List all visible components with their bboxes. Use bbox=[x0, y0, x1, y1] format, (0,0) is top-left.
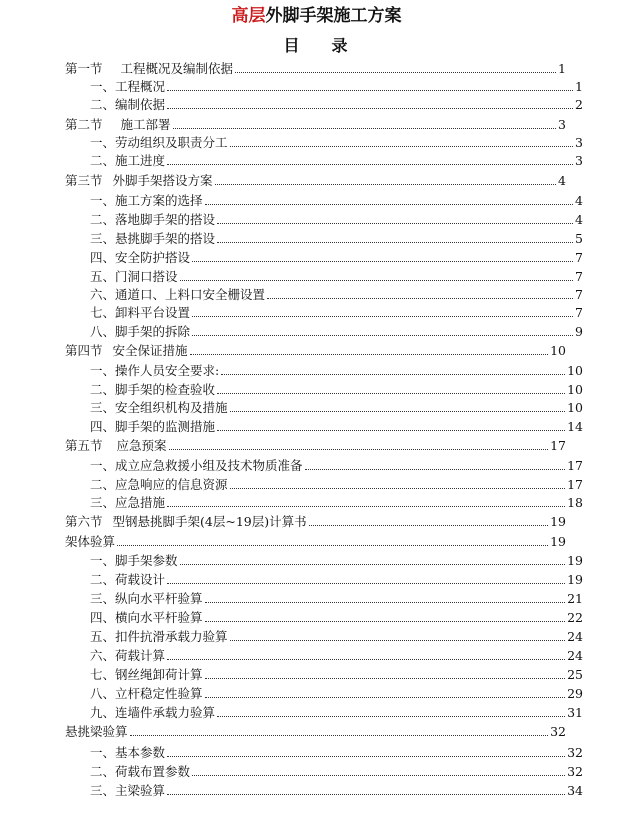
toc-page-number: 4 bbox=[575, 193, 583, 208]
toc-entry-number: 一、 bbox=[90, 458, 116, 473]
toc-entry-label bbox=[90, 458, 303, 473]
toc-entry-number: 五、 bbox=[90, 269, 116, 284]
toc-page-number: 4 bbox=[575, 212, 583, 227]
toc-page-number: 3 bbox=[575, 135, 583, 150]
toc-entry-label bbox=[90, 495, 165, 510]
toc-entry-label bbox=[90, 324, 190, 339]
toc-page-number: 17 bbox=[567, 477, 583, 492]
dot-leader bbox=[167, 90, 573, 91]
toc-item-row[interactable] bbox=[0, 246, 633, 265]
toc-entry-number: 四、 bbox=[90, 419, 116, 434]
toc-item-row[interactable] bbox=[0, 358, 633, 378]
toc-entry-text: 荷载布置参数 bbox=[115, 764, 191, 779]
toc-entry-text: 工程概况 bbox=[115, 79, 166, 94]
toc-item-row[interactable] bbox=[0, 132, 633, 150]
toc-entry-number: 二、 bbox=[90, 153, 116, 168]
toc-entry-text: 通道口、上料口安全栅设置 bbox=[115, 287, 266, 302]
toc-entry-number: 六、 bbox=[90, 287, 116, 302]
toc-entry-number: 二、 bbox=[90, 477, 116, 492]
toc-page-number: 3 bbox=[558, 117, 566, 132]
toc-entry-label bbox=[90, 783, 165, 798]
toc-entry-number: 二、 bbox=[90, 97, 116, 112]
toc-item-row[interactable] bbox=[0, 320, 633, 339]
toc-entry-text: 工程概况及编制依据 bbox=[120, 61, 234, 76]
toc-entry-label bbox=[90, 212, 215, 227]
toc-entry-label bbox=[90, 79, 165, 94]
toc-page-number: 1 bbox=[558, 61, 566, 76]
toc-entry-text: 型钢悬挑脚手架(4层~19层)计算书 bbox=[112, 514, 307, 529]
toc-item-row[interactable] bbox=[0, 265, 633, 284]
dot-leader bbox=[205, 204, 574, 205]
dot-leader bbox=[205, 602, 566, 603]
toc-entry-text: 操作人员安全要求: bbox=[115, 363, 220, 378]
toc-entry-text: 悬挑脚手架的搭设 bbox=[115, 231, 216, 246]
toc-entry-number: 二、 bbox=[90, 572, 116, 587]
toc-entry-label bbox=[90, 269, 178, 284]
toc-entry-number: 一、 bbox=[90, 193, 116, 208]
toc-entry-label bbox=[90, 305, 190, 320]
toc-entry-number: 二、 bbox=[90, 764, 116, 779]
toc-entry-label bbox=[65, 534, 115, 549]
toc-entry-number: 三、 bbox=[90, 495, 116, 510]
dot-leader bbox=[221, 374, 565, 375]
toc-page-number: 24 bbox=[567, 629, 583, 644]
toc-entry-text: 安全组织机构及措施 bbox=[115, 400, 228, 415]
toc-entry-label bbox=[90, 400, 228, 415]
toc-item-row[interactable] bbox=[0, 625, 633, 644]
toc-entry-number: 第二节 bbox=[65, 117, 103, 132]
toc-section-row[interactable] bbox=[0, 510, 633, 529]
toc-entry-label bbox=[90, 591, 203, 606]
toc-page-number: 32 bbox=[567, 745, 583, 760]
toc-page-number: 7 bbox=[575, 250, 583, 265]
dot-leader bbox=[205, 678, 566, 679]
toc-page-number: 21 bbox=[567, 591, 583, 606]
toc-item-row[interactable] bbox=[0, 415, 633, 434]
toc-item-row[interactable] bbox=[0, 284, 633, 302]
toc-entry-text: 应急预案 bbox=[116, 438, 167, 453]
toc-page-number: 25 bbox=[567, 667, 583, 682]
toc-entry-label bbox=[90, 153, 165, 168]
toc-entry-number: 二、 bbox=[90, 212, 116, 227]
toc-entry-label bbox=[65, 514, 307, 529]
dot-leader bbox=[130, 735, 549, 736]
toc-entry-text: 钢丝绳卸荷计算 bbox=[115, 667, 203, 682]
toc-entry-text: 脚手架参数 bbox=[115, 553, 178, 568]
toc-entry-text: 主梁验算 bbox=[115, 783, 166, 798]
toc-entry-label bbox=[90, 648, 165, 663]
toc-page-number: 10 bbox=[567, 400, 583, 415]
toc-page-number: 32 bbox=[550, 724, 566, 739]
title-accent: 高层 bbox=[231, 6, 266, 26]
dot-leader bbox=[167, 794, 565, 795]
toc-entry-text: 纵向水平杆验算 bbox=[115, 591, 203, 606]
toc-page-number: 17 bbox=[567, 458, 583, 473]
dot-leader bbox=[180, 564, 566, 565]
toc-entry-text: 基本参数 bbox=[115, 745, 166, 760]
dot-leader bbox=[230, 146, 574, 147]
toc-entry-label bbox=[65, 173, 213, 188]
toc-section-row[interactable] bbox=[0, 168, 633, 188]
toc-page-number: 10 bbox=[567, 382, 583, 397]
toc-section-row[interactable] bbox=[0, 720, 633, 739]
toc-entry-number: 第一节 bbox=[65, 61, 103, 76]
toc-entry-text: 荷载设计 bbox=[115, 572, 166, 587]
dot-leader bbox=[180, 280, 574, 281]
toc-page-number: 19 bbox=[550, 514, 566, 529]
dot-leader bbox=[217, 716, 565, 717]
toc-page-number: 24 bbox=[567, 648, 583, 663]
toc-entry-label bbox=[65, 438, 167, 453]
toc-entry-number: 三、 bbox=[90, 783, 116, 798]
toc-entry-number: 一、 bbox=[90, 363, 116, 378]
toc-item-row[interactable] bbox=[0, 473, 633, 492]
toc-entry-number: 八、 bbox=[90, 324, 116, 339]
dot-leader bbox=[217, 223, 573, 224]
dot-leader bbox=[205, 621, 566, 622]
toc-entry-label bbox=[90, 135, 228, 150]
toc-entry-label bbox=[90, 610, 203, 625]
dot-leader bbox=[217, 393, 565, 394]
toc-entry-text: 应急措施 bbox=[115, 495, 166, 510]
toc-entry-label bbox=[90, 705, 215, 720]
toc-entry-label bbox=[90, 382, 215, 397]
toc-entry-text: 编制依据 bbox=[115, 97, 166, 112]
toc-section-row[interactable] bbox=[0, 339, 633, 358]
toc-entry-label bbox=[90, 667, 203, 682]
toc-entry-text: 脚手架的监测措施 bbox=[115, 419, 216, 434]
toc-entry-number: 第四节 bbox=[65, 343, 103, 358]
toc-entry-text: 脚手架的拆除 bbox=[115, 324, 191, 339]
dot-leader bbox=[192, 261, 573, 262]
toc-item-row[interactable] bbox=[0, 150, 633, 168]
toc-item-row[interactable] bbox=[0, 606, 633, 625]
dot-leader bbox=[167, 164, 573, 165]
toc-entry-number: 四、 bbox=[90, 250, 116, 265]
toc-page-number: 3 bbox=[575, 153, 583, 168]
toc-page-number: 9 bbox=[575, 324, 583, 339]
toc-page-number: 19 bbox=[550, 534, 566, 549]
toc-entry-label bbox=[90, 629, 228, 644]
toc-page-number: 22 bbox=[567, 610, 583, 625]
toc-entry-number: 一、 bbox=[90, 553, 116, 568]
toc-page-number: 14 bbox=[567, 419, 583, 434]
dot-leader bbox=[192, 316, 573, 317]
toc-entry-label bbox=[90, 363, 219, 378]
toc-page-number: 7 bbox=[575, 269, 583, 284]
toc-entry-number: 第五节 bbox=[65, 438, 103, 453]
toc-entry-text: 连墙件承载力验算 bbox=[115, 705, 216, 720]
toc-entry-number: 一、 bbox=[90, 135, 116, 150]
toc-heading-left: 目 bbox=[283, 36, 302, 55]
toc-entry-label bbox=[90, 572, 165, 587]
document-title bbox=[0, 4, 633, 28]
toc-entry-label bbox=[65, 343, 188, 358]
toc-item-row[interactable] bbox=[0, 739, 633, 760]
dot-leader bbox=[217, 242, 573, 243]
toc-entry-text: 立杆稳定性验算 bbox=[115, 686, 203, 701]
toc-entry-text: 施工部署 bbox=[120, 117, 171, 132]
toc-item-row[interactable] bbox=[0, 701, 633, 720]
toc-page-number: 10 bbox=[567, 363, 583, 378]
toc-entry-number: 一、 bbox=[90, 79, 116, 94]
toc-entry-text: 安全防护搭设 bbox=[115, 250, 191, 265]
toc-entry-text: 应急响应的信息资源 bbox=[115, 477, 228, 492]
dot-leader bbox=[205, 697, 566, 698]
toc-item-row[interactable] bbox=[0, 227, 633, 246]
toc-item-row[interactable] bbox=[0, 208, 633, 227]
dot-leader bbox=[217, 430, 565, 431]
toc-item-row[interactable] bbox=[0, 663, 633, 682]
toc-entry-number: 第六节 bbox=[65, 514, 103, 529]
toc-page-number: 1 bbox=[575, 79, 583, 94]
dot-leader bbox=[117, 545, 548, 546]
toc-entry-label bbox=[65, 117, 171, 132]
dot-leader bbox=[169, 449, 549, 450]
dot-leader bbox=[192, 775, 565, 776]
toc-entry-label bbox=[90, 686, 203, 701]
toc-item-row[interactable] bbox=[0, 397, 633, 415]
toc-page-number: 29 bbox=[567, 686, 583, 701]
toc-entry-label bbox=[65, 61, 233, 76]
toc-page-number: 32 bbox=[567, 764, 583, 779]
dot-leader bbox=[167, 756, 565, 757]
toc-entry-number: 二、 bbox=[90, 382, 116, 397]
toc-entry-number: 五、 bbox=[90, 629, 116, 644]
toc-item-row[interactable] bbox=[0, 549, 633, 568]
toc-section-row[interactable] bbox=[0, 112, 633, 132]
toc-item-row[interactable] bbox=[0, 76, 633, 94]
toc-page-number: 7 bbox=[575, 287, 583, 302]
toc-entry-label bbox=[90, 193, 203, 208]
toc-entry-text: 施工方案的选择 bbox=[115, 193, 203, 208]
dot-leader bbox=[215, 184, 557, 185]
toc-entry-text: 成立应急救援小组及技术物质准备 bbox=[115, 458, 303, 473]
toc-entry-number: 一、 bbox=[90, 745, 116, 760]
toc-entry-label bbox=[90, 477, 228, 492]
toc-entry-number: 七、 bbox=[90, 305, 116, 320]
dot-leader bbox=[230, 411, 566, 412]
toc-heading bbox=[0, 35, 633, 57]
dot-leader bbox=[309, 525, 548, 526]
dot-leader bbox=[167, 659, 565, 660]
toc-item-row[interactable] bbox=[0, 760, 633, 779]
toc-entry-number: 三、 bbox=[90, 591, 116, 606]
toc-item-row[interactable] bbox=[0, 682, 633, 701]
toc-item-row[interactable] bbox=[0, 644, 633, 663]
dot-leader bbox=[190, 354, 549, 355]
toc-item-row[interactable] bbox=[0, 568, 633, 587]
toc-page-number: 2 bbox=[575, 97, 583, 112]
toc-entry-label bbox=[90, 287, 265, 302]
dot-leader bbox=[167, 108, 573, 109]
toc-page-number: 10 bbox=[550, 343, 566, 358]
toc-page-number: 31 bbox=[567, 705, 583, 720]
toc-page-number: 5 bbox=[575, 231, 583, 246]
toc-entry-label bbox=[90, 97, 165, 112]
toc-page-number: 19 bbox=[567, 553, 583, 568]
table-of-contents bbox=[0, 57, 633, 798]
dot-leader bbox=[267, 298, 573, 299]
toc-entry-text: 荷载计算 bbox=[115, 648, 166, 663]
toc-entry-label bbox=[65, 724, 128, 739]
toc-entry-label bbox=[90, 419, 215, 434]
dot-leader bbox=[235, 72, 556, 73]
dot-leader bbox=[167, 583, 565, 584]
toc-entry-text: 门洞口搭设 bbox=[115, 269, 178, 284]
toc-page-number: 4 bbox=[558, 173, 566, 188]
toc-entry-label bbox=[90, 250, 190, 265]
toc-entry-number: 三、 bbox=[90, 231, 116, 246]
toc-item-row[interactable] bbox=[0, 188, 633, 208]
toc-item-row[interactable] bbox=[0, 378, 633, 397]
toc-entry-text: 横向水平杆验算 bbox=[115, 610, 203, 625]
toc-item-row[interactable] bbox=[0, 302, 633, 320]
toc-entry-text: 悬挑梁验算 bbox=[65, 724, 128, 739]
toc-entry-text: 扣件抗滑承载力验算 bbox=[115, 629, 228, 644]
toc-page-number: 34 bbox=[567, 783, 583, 798]
toc-page-number: 17 bbox=[550, 438, 566, 453]
toc-section-row[interactable] bbox=[0, 529, 633, 549]
toc-entry-text: 外脚手架搭设方案 bbox=[112, 173, 213, 188]
toc-entry-number: 九、 bbox=[90, 705, 116, 720]
toc-item-row[interactable] bbox=[0, 779, 633, 798]
toc-entry-number: 六、 bbox=[90, 648, 116, 663]
toc-entry-number: 八、 bbox=[90, 686, 116, 701]
toc-page-number: 7 bbox=[575, 305, 583, 320]
toc-page-number: 18 bbox=[567, 495, 583, 510]
toc-entry-text: 安全保证措施 bbox=[112, 343, 188, 358]
toc-entry-label bbox=[90, 745, 165, 760]
toc-entry-number: 四、 bbox=[90, 610, 116, 625]
title-rest: 外脚手架施工方案 bbox=[265, 6, 402, 26]
toc-item-row[interactable] bbox=[0, 587, 633, 606]
toc-entry-number: 第三节 bbox=[65, 173, 103, 188]
toc-entry-label bbox=[90, 553, 178, 568]
dot-leader bbox=[192, 335, 573, 336]
toc-entry-label bbox=[90, 764, 190, 779]
dot-leader bbox=[305, 469, 566, 470]
dot-leader bbox=[230, 640, 566, 641]
toc-entry-text: 施工进度 bbox=[115, 153, 166, 168]
toc-section-row[interactable] bbox=[0, 57, 633, 76]
dot-leader bbox=[230, 488, 566, 489]
toc-entry-text: 劳动组织及职责分工 bbox=[115, 135, 228, 150]
toc-entry-text: 架体验算 bbox=[65, 534, 116, 549]
toc-section-row[interactable] bbox=[0, 434, 633, 453]
dot-leader bbox=[167, 506, 565, 507]
toc-heading-right: 录 bbox=[331, 36, 350, 55]
toc-entry-text: 脚手架的检查验收 bbox=[115, 382, 216, 397]
toc-entry-label bbox=[90, 231, 215, 246]
toc-entry-number: 七、 bbox=[90, 667, 116, 682]
dot-leader bbox=[173, 128, 557, 129]
toc-entry-text: 卸料平台设置 bbox=[115, 305, 191, 320]
toc-item-row[interactable] bbox=[0, 492, 633, 510]
toc-page-number: 19 bbox=[567, 572, 583, 587]
toc-entry-number: 三、 bbox=[90, 400, 116, 415]
toc-entry-text: 落地脚手架的搭设 bbox=[115, 212, 216, 227]
toc-item-row[interactable] bbox=[0, 94, 633, 112]
toc-item-row[interactable] bbox=[0, 453, 633, 473]
